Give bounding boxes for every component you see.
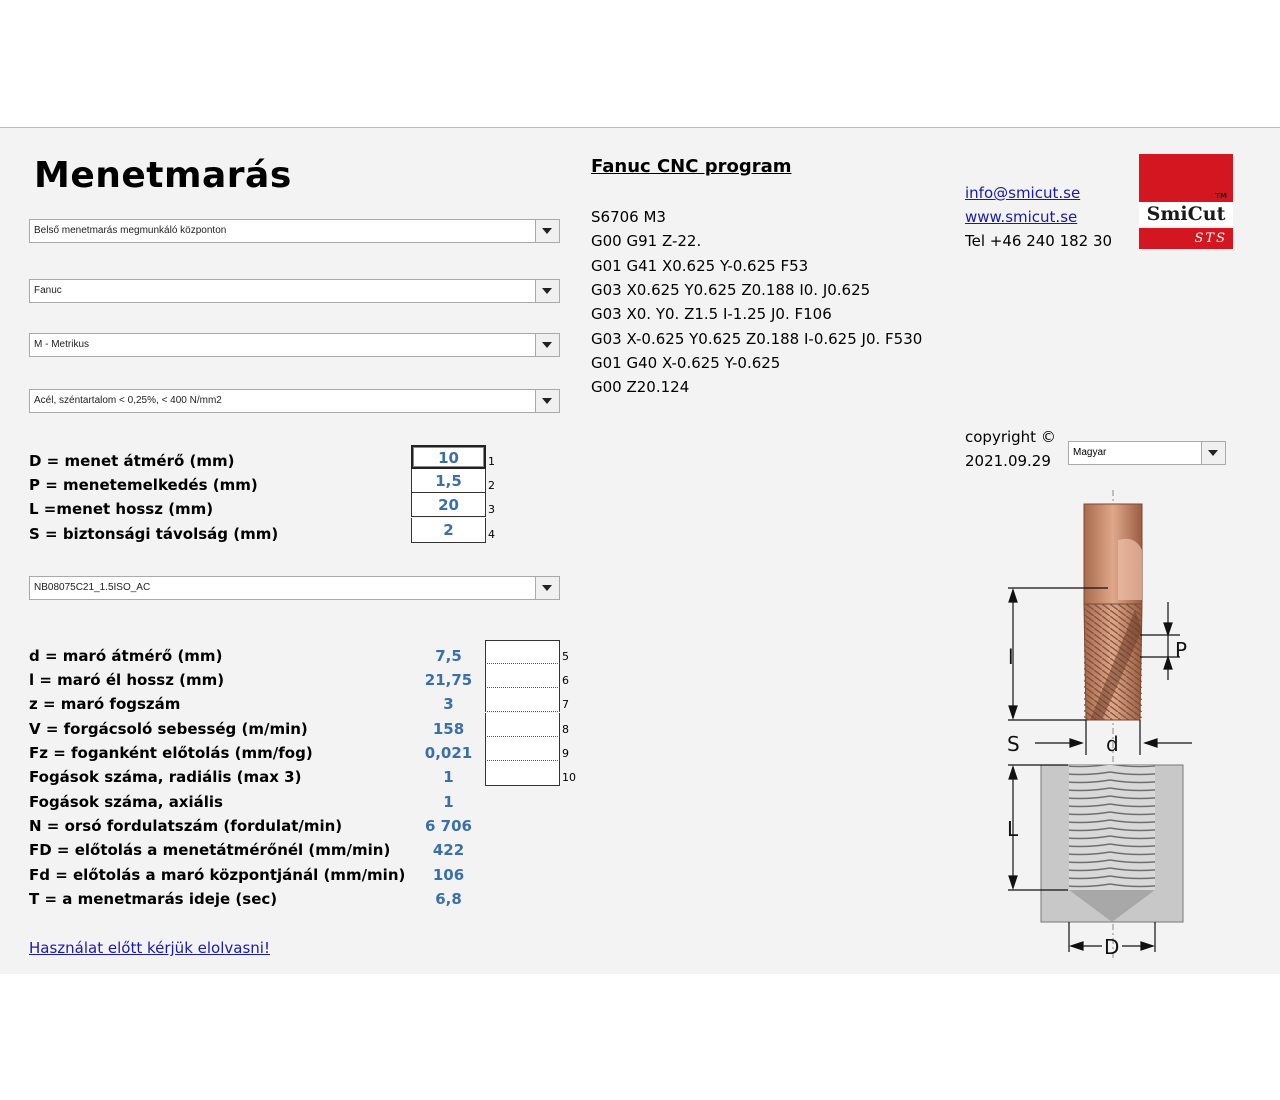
result-label: l = maró él hossz (mm) xyxy=(29,671,225,689)
pitch-input[interactable]: 1,5 xyxy=(411,469,486,493)
copyright-date: 2021.09.29 xyxy=(965,452,1051,470)
result-value: 6,8 xyxy=(435,890,462,908)
result-label: z = maró fogszám xyxy=(29,695,181,713)
result-value: 1 xyxy=(443,768,454,786)
cnc-line: G01 G41 X0.625 Y-0.625 F53 xyxy=(591,257,809,275)
result-label: FD = előtolás a menetátmérőnél (mm/min) xyxy=(29,841,391,859)
trademark: TM xyxy=(1215,192,1227,200)
smicut-logo xyxy=(1139,154,1233,249)
tool-dropdown[interactable] xyxy=(29,576,560,600)
copyright-text: copyright © xyxy=(965,428,1056,446)
cnc-line: G03 X-0.625 Y0.625 Z0.188 I-0.625 J0. F530 xyxy=(591,330,923,348)
chevron-down-icon[interactable] xyxy=(535,280,559,302)
result-label: Fd = előtolás a maró központjánál (mm/min) xyxy=(29,866,406,884)
diagram-label-P: P xyxy=(1175,638,1188,662)
result-value: 1 xyxy=(443,793,454,811)
result-label: T = a menetmarás ideje (sec) xyxy=(29,890,278,908)
result-label: Fogások száma, axiális xyxy=(29,793,223,811)
thread-length-input[interactable]: 20 xyxy=(411,493,486,517)
logo-name: SmiCut xyxy=(1139,202,1233,226)
input-label-S: S = biztonsági távolság (mm) xyxy=(29,525,279,543)
row-index: 8 xyxy=(562,723,569,736)
row-index: 7 xyxy=(562,698,569,711)
operation-dropdown[interactable] xyxy=(29,219,560,243)
row-index: 5 xyxy=(562,650,569,663)
override-input[interactable] xyxy=(485,713,560,737)
result-value: 158 xyxy=(432,720,465,738)
cnc-line: G00 Z20.124 xyxy=(591,378,690,396)
workpiece-shape xyxy=(1041,765,1183,922)
row-index: 3 xyxy=(488,503,495,516)
result-label: V = forgácsoló sebesség (m/min) xyxy=(29,720,308,738)
override-input[interactable] xyxy=(485,640,560,664)
website-link[interactable]: www.smicut.se xyxy=(965,208,1078,226)
thread-milling-diagram xyxy=(990,490,1210,960)
diagram-label-L: L xyxy=(1007,817,1019,841)
row-index: 6 xyxy=(562,674,569,687)
diagram-label-D: D xyxy=(1104,935,1120,959)
cnc-program-title: Fanuc CNC program xyxy=(591,156,792,177)
result-label: d = maró átmérő (mm) xyxy=(29,647,223,665)
override-input[interactable] xyxy=(485,664,560,688)
control-dropdown-value: Fanuc xyxy=(34,285,62,296)
result-label: N = orsó fordulatszám (fordulat/min) xyxy=(29,817,343,835)
diagram-label-d: d xyxy=(1106,732,1119,756)
read-first-link[interactable]: Használat előtt kérjük elolvasni! xyxy=(29,939,270,957)
email-link[interactable]: info@smicut.se xyxy=(965,184,1081,202)
row-index: 4 xyxy=(488,528,495,541)
thread-type-dropdown-value: M - Metrikus xyxy=(34,339,89,350)
operation-dropdown-value: Belső menetmarás megmunkáló központon xyxy=(34,225,227,236)
cnc-line: G01 G40 X-0.625 Y-0.625 xyxy=(591,354,781,372)
result-value: 106 xyxy=(432,866,465,884)
cnc-line: G03 X0.625 Y0.625 Z0.188 I0. J0.625 xyxy=(591,281,871,299)
safety-distance-input[interactable]: 2 xyxy=(411,518,486,543)
result-label: Fogások száma, radiális (max 3) xyxy=(29,768,302,786)
chevron-down-icon[interactable] xyxy=(535,334,559,356)
input-label-D: D = menet átmérő (mm) xyxy=(29,452,235,470)
cnc-line: G00 G91 Z-22. xyxy=(591,232,702,250)
row-index: 9 xyxy=(562,747,569,760)
input-label-P: P = menetemelkedés (mm) xyxy=(29,476,258,494)
chevron-down-icon[interactable] xyxy=(535,220,559,242)
result-value: 6 706 xyxy=(425,817,472,835)
page-title: Menetmarás xyxy=(34,155,292,196)
row-index: 2 xyxy=(488,479,495,492)
override-input[interactable] xyxy=(485,761,560,786)
phone-text: Tel +46 240 182 30 xyxy=(965,232,1113,250)
input-label-L: L =menet hossz (mm) xyxy=(29,500,214,518)
chevron-down-icon[interactable] xyxy=(535,390,559,412)
result-label: Fz = foganként előtolás (mm/fog) xyxy=(29,744,313,762)
row-index: 10 xyxy=(562,771,576,784)
override-input[interactable] xyxy=(485,737,560,761)
thread-type-dropdown[interactable] xyxy=(29,333,560,357)
chevron-down-icon[interactable] xyxy=(535,577,559,599)
cnc-line: S6706 M3 xyxy=(591,208,666,226)
result-value: 422 xyxy=(432,841,465,859)
tool-dropdown-value: NB08075C21_1.5ISO_AC xyxy=(34,582,151,593)
override-input[interactable] xyxy=(485,688,560,712)
result-value: 0,021 xyxy=(424,744,473,762)
result-value: 7,5 xyxy=(435,647,462,665)
chevron-down-icon[interactable] xyxy=(1201,442,1225,464)
row-index: 1 xyxy=(488,455,495,468)
material-dropdown[interactable] xyxy=(29,389,560,413)
result-value: 21,75 xyxy=(424,671,473,689)
control-dropdown[interactable] xyxy=(29,279,560,303)
result-value: 3 xyxy=(443,695,454,713)
language-dropdown[interactable] xyxy=(1068,441,1226,465)
diagram-label-l: l xyxy=(1008,645,1014,669)
thread-diameter-input[interactable]: 10 xyxy=(411,445,486,469)
material-dropdown-value: Acél, széntartalom < 0,25%, < 400 N/mm2 xyxy=(34,395,222,406)
cnc-line: G03 X0. Y0. Z1.5 I-1.25 J0. F106 xyxy=(591,305,832,323)
logo-sub: STS xyxy=(1139,228,1233,249)
diagram-label-S: S xyxy=(1007,732,1020,756)
language-dropdown-value: Magyar xyxy=(1073,447,1107,458)
